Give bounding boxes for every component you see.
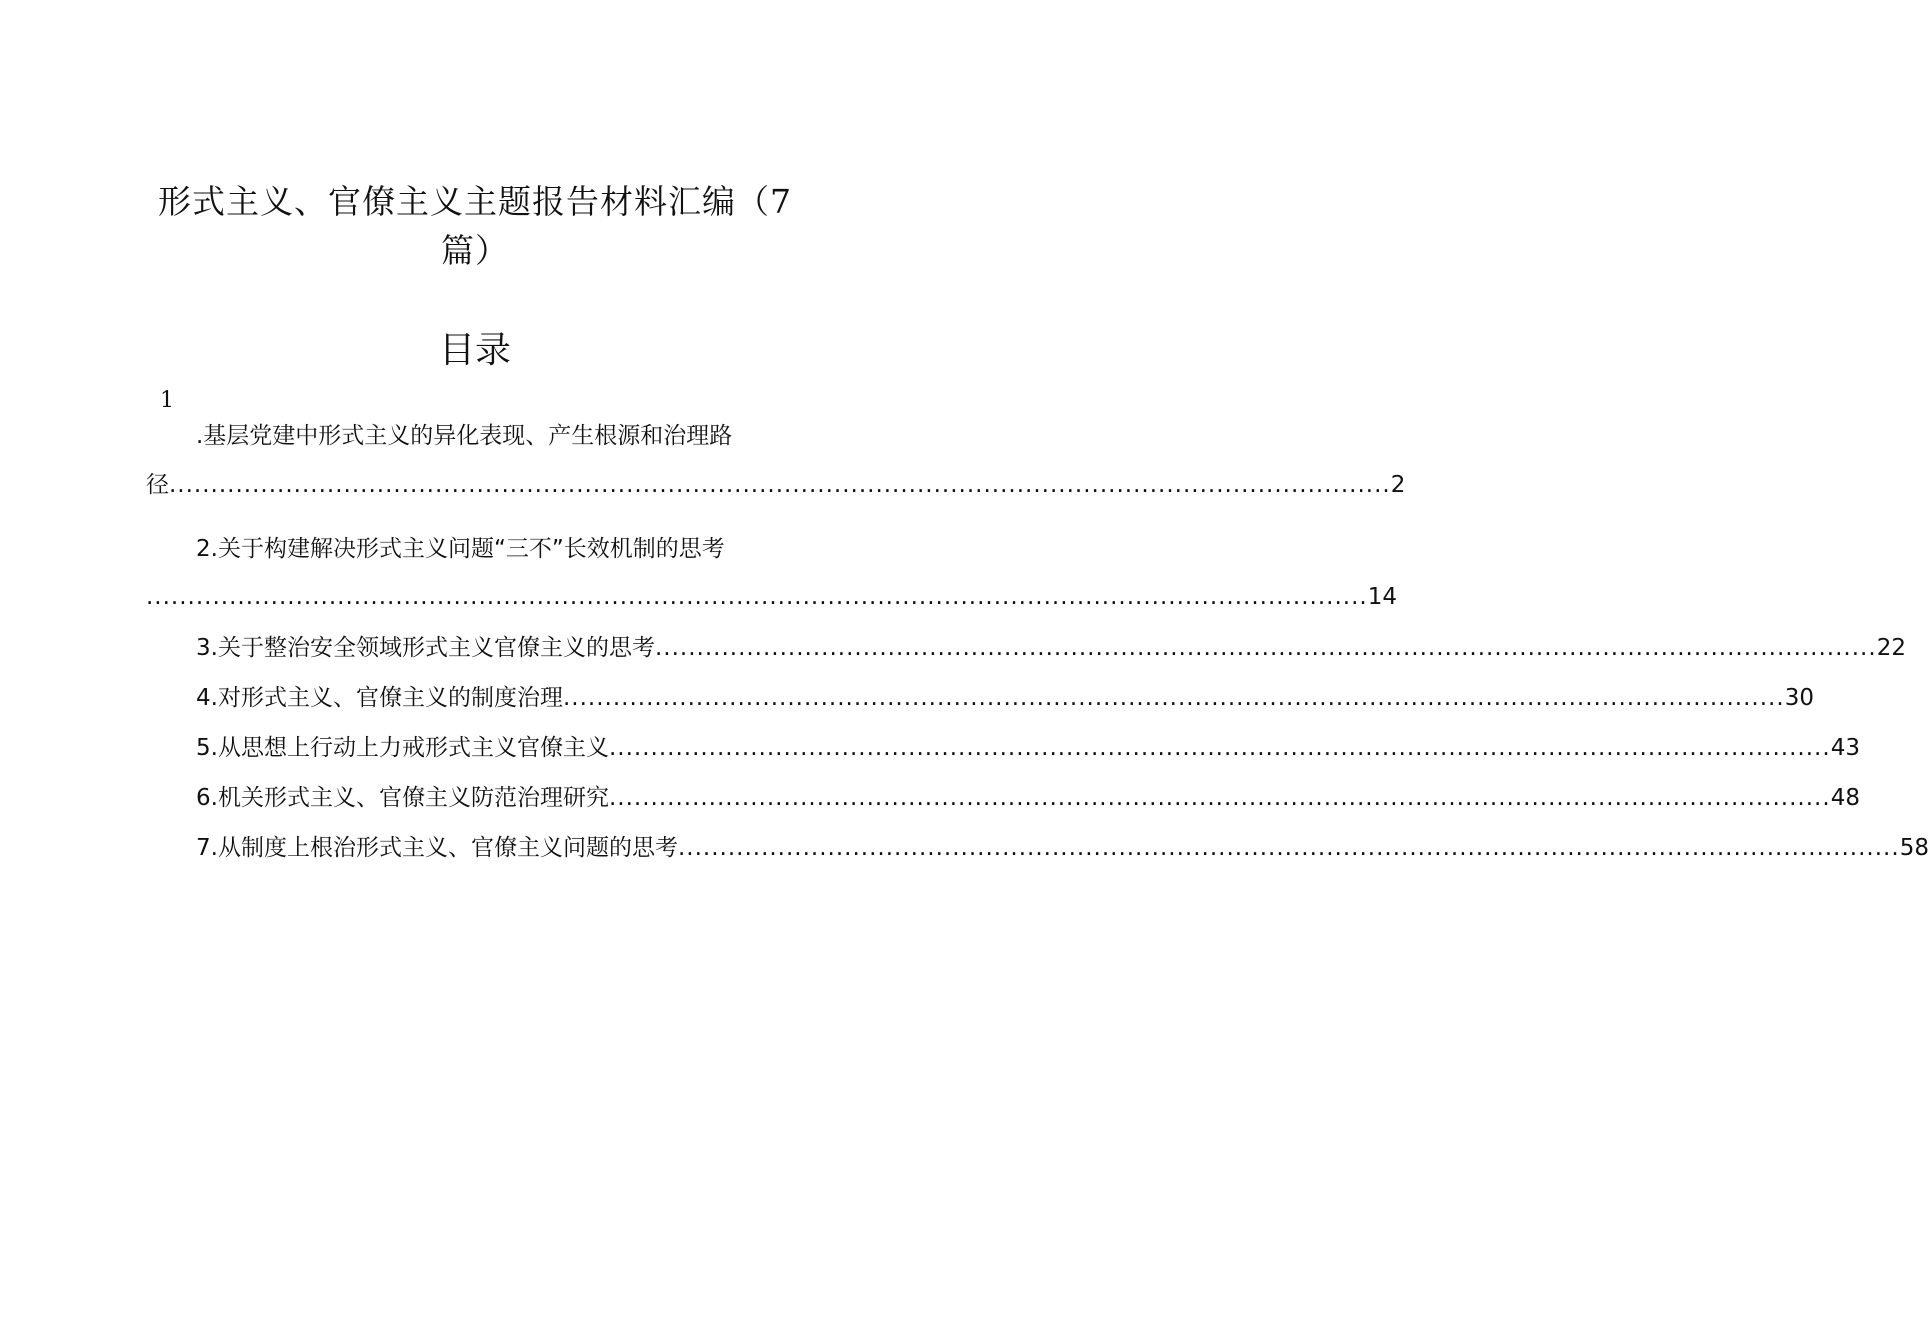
- toc-entry-5[interactable]: [196, 730, 1860, 766]
- toc-entry-2-line1[interactable]: [196, 531, 806, 567]
- title-text: 形式主义、官僚主义主题报告材料汇编（: [158, 182, 770, 221]
- document-title-continued: 篇）: [441, 231, 509, 270]
- toc-entry-title: 7.从制度上根治形式主义、官僚主义问题的思考: [196, 835, 678, 861]
- toc-leader-dots: ...................................................................................................................................................: [146, 584, 1368, 610]
- document-title: [130, 177, 820, 227]
- toc-leader-dots: ...................................................................................................................................................: [608, 785, 1831, 811]
- toc-page-number: 48: [1830, 785, 1860, 811]
- toc-entry-2-line2[interactable]: [146, 579, 1398, 615]
- toc-page-number: 30: [1784, 685, 1814, 711]
- toc-entry-title: 3.关于整治安全领域形式主义官僚主义的思考: [196, 635, 655, 661]
- toc-page-number: 14: [1367, 584, 1398, 610]
- toc-entry-3[interactable]: [196, 630, 1906, 666]
- title-count: 7: [770, 182, 792, 221]
- toc-leader-dots: ...................................................................................................................................................: [169, 472, 1391, 498]
- toc-entry-title: 2.关于构建解决形式主义问题“三不”长效机制的思考: [196, 536, 725, 562]
- toc-page-number: 22: [1876, 635, 1906, 661]
- toc-entry-1-line1[interactable]: [196, 418, 806, 454]
- toc-leader-dots: ...................................................................................................................................................: [562, 685, 1785, 711]
- toc-entry-title: 5.从思想上行动上力戒形式主义官僚主义: [196, 735, 609, 761]
- toc-page-number: 58: [1899, 835, 1929, 861]
- toc-page-number: 2: [1390, 472, 1406, 498]
- toc-entry-1-line2[interactable]: [146, 467, 1406, 503]
- toc-entry-6[interactable]: [196, 780, 1860, 816]
- toc-entry-title: 6.机关形式主义、官僚主义防范治理研究: [196, 785, 609, 811]
- toc-heading: 目录: [438, 330, 511, 371]
- toc-entry-title-cont: 径: [146, 472, 169, 498]
- toc-item-number: 1: [160, 388, 174, 413]
- toc-page-number: 43: [1830, 735, 1860, 761]
- toc-entry-4[interactable]: [196, 680, 1814, 716]
- toc-entry-7[interactable]: [196, 830, 1929, 866]
- toc-leader-dots: ...................................................................................................................................................: [654, 635, 1877, 661]
- toc-entry-title: 4.对形式主义、官僚主义的制度治理: [196, 685, 563, 711]
- toc-leader-dots: ...................................................................................................................................................: [608, 735, 1831, 761]
- toc-leader-dots: ...................................................................................................................................................: [677, 835, 1900, 861]
- toc-entry-title: .基层党建中形式主义的异化表现、产生根源和治理路: [196, 423, 733, 449]
